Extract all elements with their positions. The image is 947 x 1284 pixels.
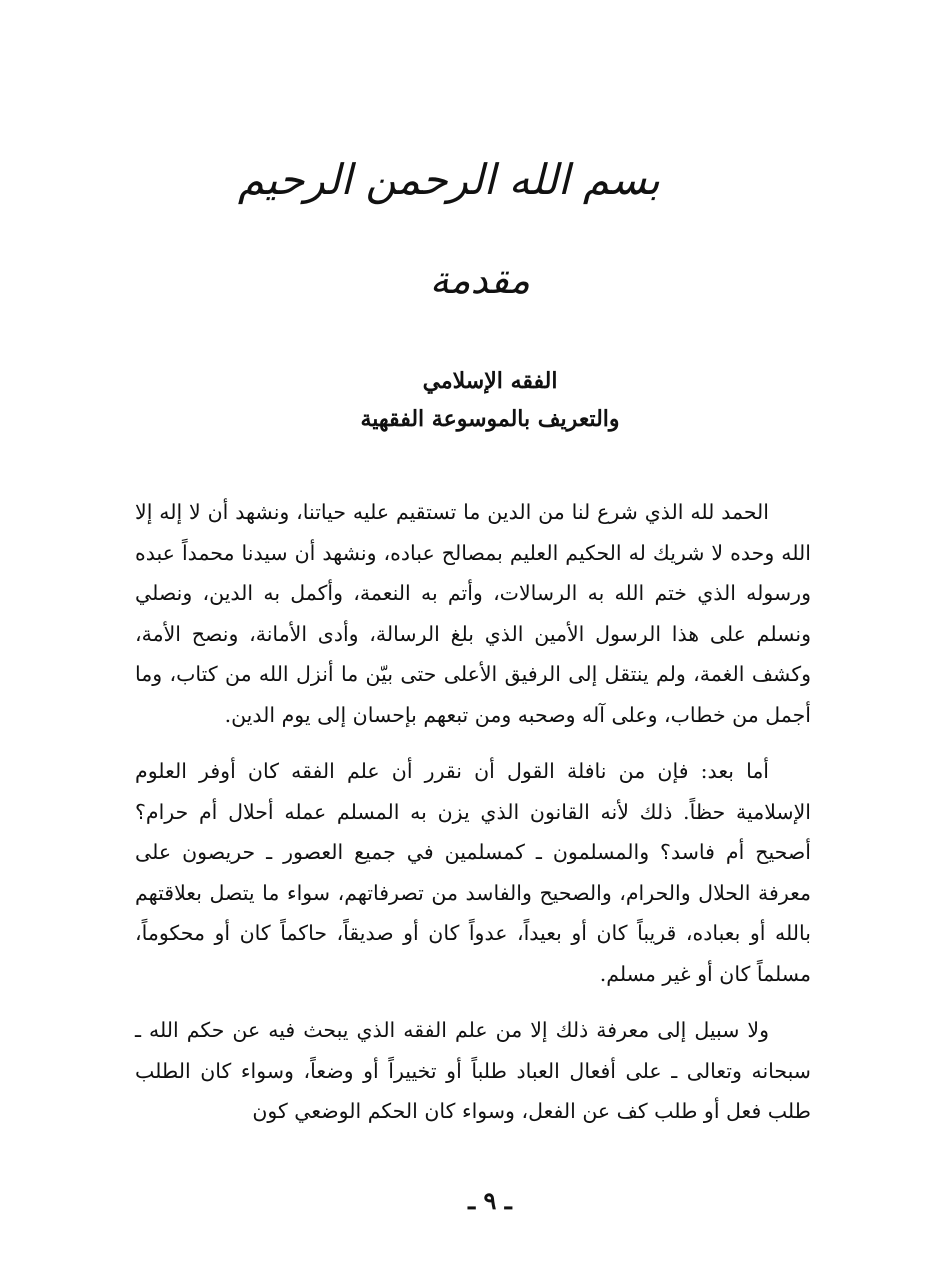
- paragraph-2: أما بعد: فإن من نافلة القول أن نقرر أن علم الفقه كان أوفر العلوم الإسلامية حظاً. ذلك لأنه القانون الذي يزن به المسلم عمله أحلال أم حرام؟ أصحيح أم فاسد؟ والمسلمون ـ كمسلمين في جميع العصور ـ حريصون على معرفة الحلال والحرام، والصحيح والفاسد من تصرفاتهم، سواء ما يتصل بعلاقتهم بالله أو بعباده، قريباً كان أو بعيداً، عدواً كان أو صديقاً، حاكماً كان أو محكوماً، مسلماً كان أو غير مسلم.: [135, 759, 811, 986]
- heading-line-1: الفقه الإسلامي: [422, 368, 558, 394]
- section-title: مقدمة: [429, 258, 531, 302]
- heading-line-2: والتعريف بالموسوعة الفقهية: [360, 406, 620, 432]
- page-number: ـ ٩ ـ: [468, 1186, 512, 1215]
- body-text: [135, 492, 811, 1132]
- paragraph-1: الحمد لله الذي شرع لنا من الدين ما تستقيم عليه حياتنا، ونشهد أن لا إله إلا الله وحده لا شريك له الحكيم العليم بمصالح عباده، ونشهد أن سيدنا محمداً عبده ورسوله الذي ختم الله به الرسالات، وأتم به النعمة، وأكمل به الدين، ونصلي ونسلم على هذا الرسول الأمين الذي بلغ الرسالة، وأدى الأمانة، ونصح الأمة، وكشف الغمة، ولم ينتقل إلى الرفيق الأعلى حتى بيّن ما أنزل الله من كتاب، وما أجمل من خطاب، وعلى آله وصحبه ومن تبعهم بإحسان إلى يوم الدين.: [135, 500, 811, 727]
- basmala-calligraphy: بسم الله الرحمن الرحيم: [237, 155, 660, 204]
- paragraph-3: ولا سبيل إلى معرفة ذلك إلا من علم الفقه الذي يبحث فيه عن حكم الله ـ سبحانه وتعالى ـ على أفعال العباد طلباً أو تخييراً أو وضعاً، وسواء كان الطلب طلب فعل أو طلب كف عن الفعل، وسواء كان الحكم الوضعي كون: [135, 1018, 811, 1123]
- chapter-heading: [300, 362, 680, 438]
